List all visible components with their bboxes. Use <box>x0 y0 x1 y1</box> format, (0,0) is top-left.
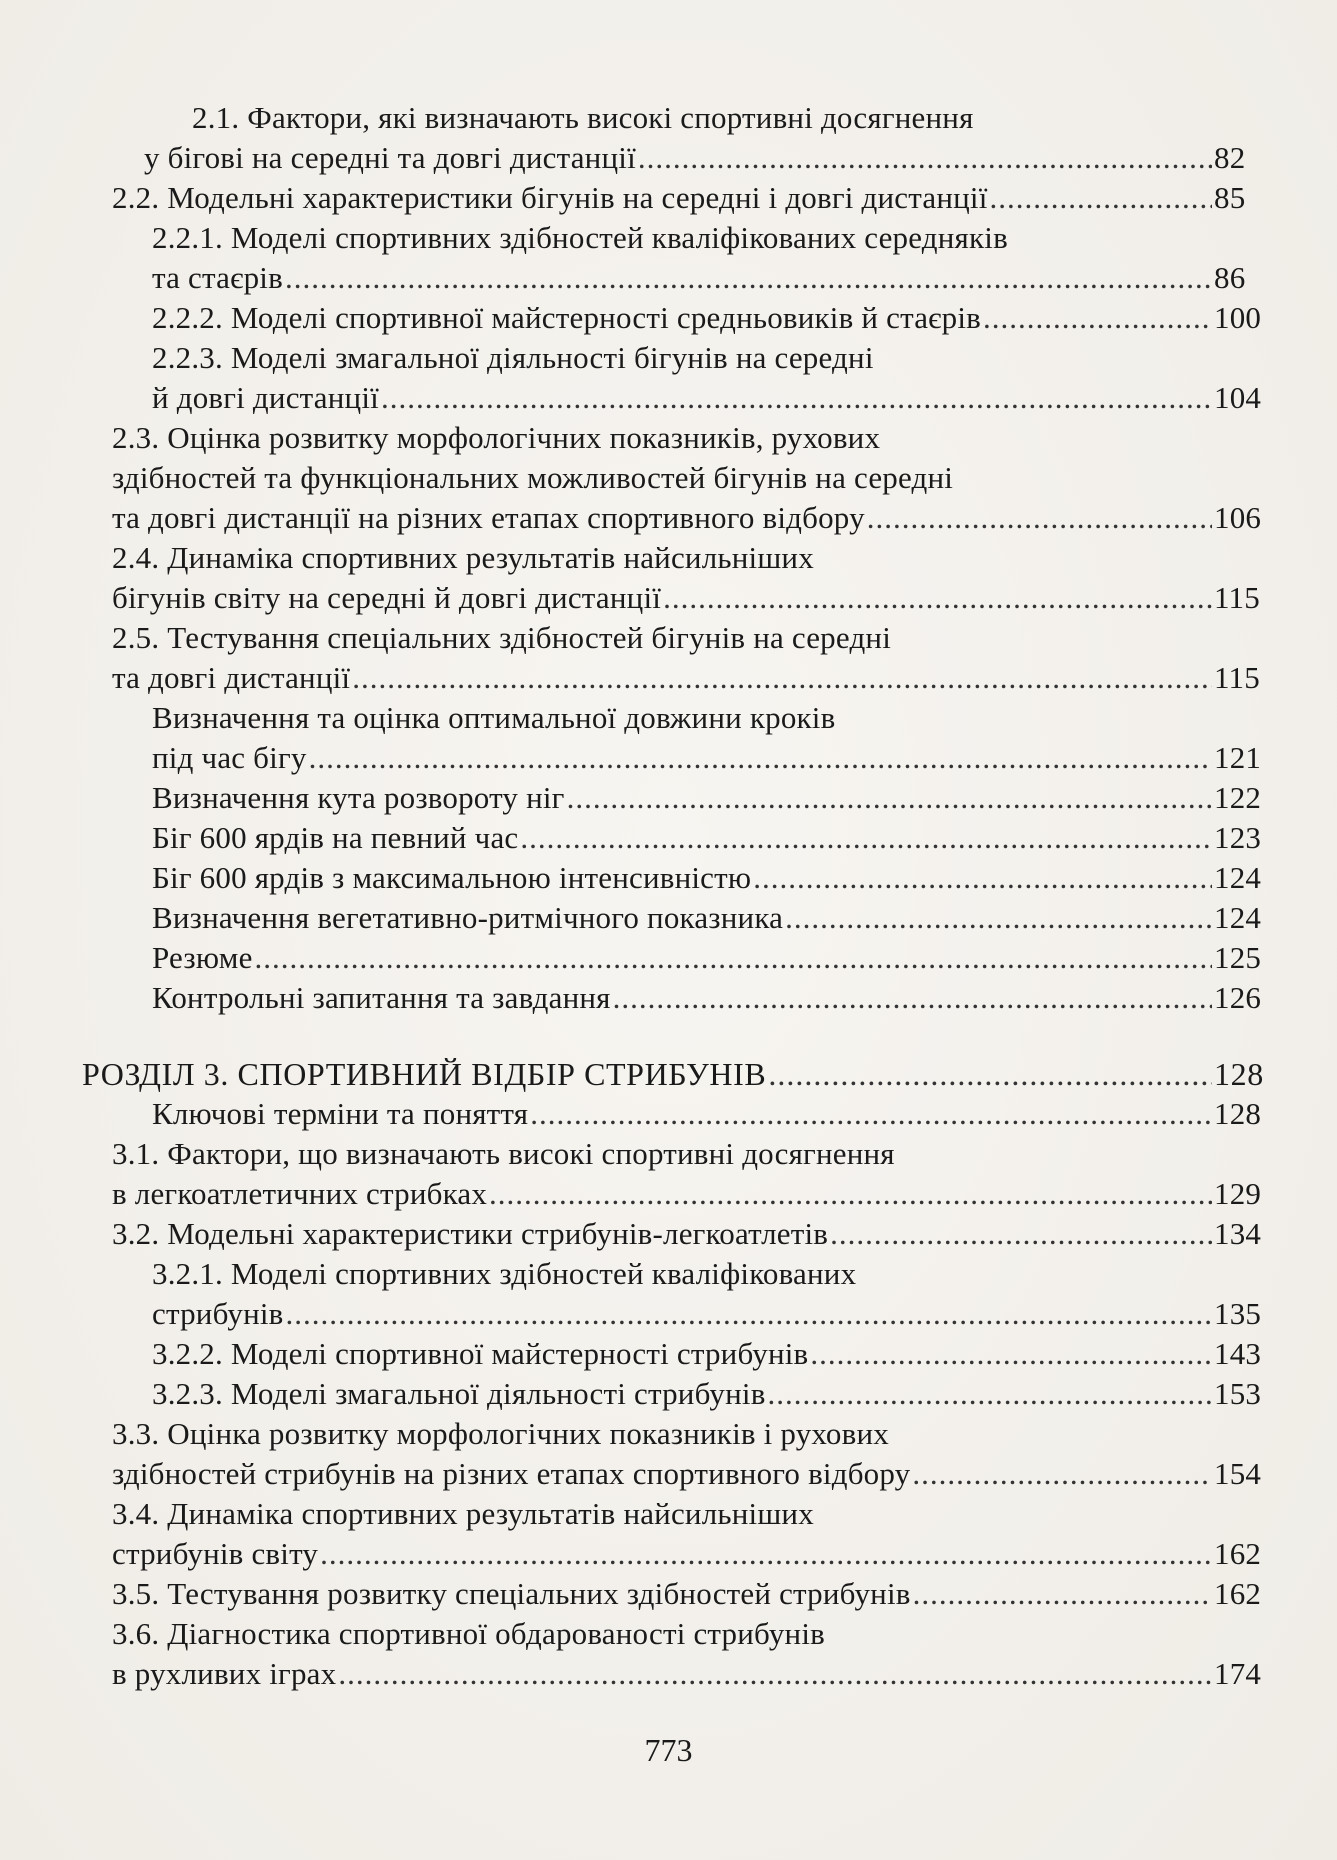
toc-entry-text: 3.2. Модельні характеристики стрибунів-легкоатлетів <box>112 1216 829 1251</box>
toc-page-number: 174 <box>1214 1656 1262 1691</box>
toc-entry[interactable] <box>112 1494 1262 1574</box>
toc-entry[interactable] <box>112 98 1246 178</box>
dot-leader <box>990 178 1212 218</box>
toc-entry-text: 3.5. Тестування розвитку спеціальних здібностей стрибунів <box>112 1576 911 1611</box>
toc-entry-text: 3.3. Оцінка розвитку морфологічних показників і рухових <box>112 1416 889 1451</box>
toc-page-number: 143 <box>1214 1336 1262 1371</box>
chapter-heading[interactable] <box>82 1054 1264 1094</box>
toc-page-number: 128 <box>1214 1056 1264 1092</box>
toc-page-number: 134 <box>1214 1216 1262 1251</box>
toc-entry[interactable] <box>112 898 1262 938</box>
toc-page-number: 154 <box>1214 1456 1262 1491</box>
toc-entry-text: в легкоатлетичних стрибках <box>112 1176 488 1211</box>
toc-entry[interactable] <box>112 778 1262 818</box>
toc-entry[interactable] <box>112 618 1260 698</box>
toc-entry-text: здібностей стрибунів на різних етапах спортивного відбору <box>112 1456 911 1491</box>
toc-page-number: 122 <box>1214 780 1262 815</box>
toc-page-number: 86 <box>1214 260 1246 295</box>
dot-leader <box>285 258 1212 298</box>
toc-page-number: 100 <box>1214 300 1262 335</box>
dot-leader <box>810 1334 1212 1374</box>
dot-leader <box>613 978 1212 1018</box>
dot-leader <box>913 1574 1212 1614</box>
toc-entry[interactable] <box>112 1414 1262 1494</box>
toc-entry[interactable] <box>112 1094 1262 1134</box>
dot-leader <box>830 1214 1212 1254</box>
toc-entry-text: й довгі дистанції <box>152 380 379 415</box>
toc-entry[interactable] <box>112 538 1260 618</box>
toc-page-number: 106 <box>1214 500 1262 535</box>
dot-leader <box>520 818 1212 858</box>
dot-leader <box>768 1374 1212 1414</box>
toc-entry-text: 2.4. Динаміка спортивних результатів найсильніших <box>112 540 814 575</box>
toc-entry-text: 3.2.3. Моделі змагальної діяльності стрибунів <box>152 1376 766 1411</box>
toc-entry-text: та стаєрів <box>152 260 283 295</box>
toc-entry[interactable] <box>112 858 1262 898</box>
toc-page-number: 162 <box>1214 1536 1262 1571</box>
toc-entry-text: 2.2. Модельні характеристики бігунів на середні і довгі дистанції <box>112 180 988 215</box>
toc-page-number: 153 <box>1214 1376 1262 1411</box>
toc-page-number: 123 <box>1214 820 1262 855</box>
toc-entry-text: 2.1. Фактори, які визначають високі спортивні досягнення <box>192 100 974 135</box>
toc-entry-text: 3.2.2. Моделі спортивної майстерності стрибунів <box>152 1336 809 1371</box>
toc-entry-text: 2.5. Тестування спеціальних здібностей бігунів на середні <box>112 620 892 655</box>
toc-entry[interactable] <box>112 218 1246 298</box>
toc-entry-text: Резюме <box>152 940 253 975</box>
toc-entry-text: здібностей та функціональних можливостей бігунів на середні <box>112 460 954 495</box>
dot-leader <box>785 898 1212 938</box>
toc-entry-text: Визначення кута розвороту ніг <box>152 780 565 815</box>
toc-entry-text: під час бігу <box>152 740 307 775</box>
dot-leader <box>912 1454 1212 1494</box>
toc-entry[interactable] <box>112 298 1262 338</box>
toc-entry[interactable] <box>112 1254 1262 1334</box>
toc-page-number: 121 <box>1214 740 1262 775</box>
toc-entry[interactable] <box>112 938 1262 978</box>
toc-entry-text: в рухливих іграх <box>112 1656 337 1691</box>
toc-entry[interactable] <box>112 1334 1262 1374</box>
toc-entry[interactable] <box>112 1614 1262 1694</box>
dot-leader <box>638 138 1212 178</box>
toc-entry-text: Біг 600 ярдів на певний час <box>152 820 519 855</box>
toc-entry-text: бігунів світу на середні й довгі дистанції <box>112 580 662 615</box>
toc-entry-text: стрибунів світу <box>112 1536 319 1571</box>
toc-page-number: 82 <box>1214 140 1246 175</box>
toc-entry-text: та довгі дистанції <box>112 660 351 695</box>
dot-leader <box>320 1534 1212 1574</box>
toc-page-number: 125 <box>1214 940 1262 975</box>
toc-entry[interactable] <box>112 178 1246 218</box>
toc-entry-text: Ключові терміни та поняття <box>152 1096 529 1131</box>
toc-entry-text: 2.2.2. Моделі спортивної майстерності средньовиків й стаєрів <box>152 300 982 335</box>
toc-entry-text: 3.2.1. Моделі спортивних здібностей кваліфікованих <box>152 1256 857 1291</box>
dot-leader <box>753 858 1212 898</box>
toc-entry-text: 3.6. Діагностика спортивної обдарованості стрибунів <box>112 1616 825 1651</box>
toc-page-number: 115 <box>1214 660 1260 695</box>
toc-entry[interactable] <box>112 338 1262 418</box>
toc-entry-text: 3.4. Динаміка спортивних результатів найсильніших <box>112 1496 814 1531</box>
toc-entry[interactable] <box>112 1134 1262 1214</box>
toc-page-number: 124 <box>1214 900 1262 935</box>
toc-entry[interactable] <box>112 698 1262 778</box>
dot-leader <box>867 498 1212 538</box>
dot-leader <box>338 1654 1212 1694</box>
page-number: 773 <box>644 1732 693 1768</box>
toc-entry-text: Контрольні запитання та завдання <box>152 980 611 1015</box>
toc-entry[interactable] <box>112 818 1262 858</box>
toc-entry[interactable] <box>112 978 1262 1018</box>
toc-entry[interactable] <box>112 1374 1262 1414</box>
toc-entry[interactable] <box>112 418 1262 538</box>
toc-page-number: 162 <box>1214 1576 1262 1611</box>
toc-entry[interactable] <box>112 1574 1262 1614</box>
dot-leader <box>983 298 1212 338</box>
dot-leader <box>286 1294 1212 1334</box>
toc-entry-text: Визначення та оцінка оптимальної довжини кроків <box>152 700 836 735</box>
dot-leader <box>530 1094 1212 1134</box>
dot-leader <box>255 938 1212 978</box>
dot-leader <box>309 738 1212 778</box>
section-gap <box>112 1018 1234 1054</box>
dot-leader <box>567 778 1212 818</box>
dot-leader <box>489 1174 1212 1214</box>
dot-leader <box>663 578 1212 618</box>
dot-leader <box>352 658 1212 698</box>
toc-entry-text: стрибунів <box>152 1296 284 1331</box>
toc-page-number: 104 <box>1214 380 1262 415</box>
toc-page-number: 126 <box>1214 980 1262 1015</box>
toc-page-number: 115 <box>1214 580 1260 615</box>
toc-page-number: 129 <box>1214 1176 1262 1211</box>
toc-entry-text: у бігові на середні та довгі дистанції <box>144 140 636 175</box>
dot-leader <box>381 378 1212 418</box>
toc-entry-text: та довгі дистанції на різних етапах спортивного відбору <box>112 500 865 535</box>
toc-entry-text: 2.2.3. Моделі змагальної діяльності бігунів на середні <box>152 340 874 375</box>
toc-entry[interactable] <box>112 1214 1262 1254</box>
toc-entry-text: Визначення вегетативно-ритмічного показника <box>152 900 784 935</box>
toc-entry-text: 2.3. Оцінка розвитку морфологічних показників, рухових <box>112 420 881 455</box>
toc-entry-text: 2.2.1. Моделі спортивних здібностей кваліфікованих середняків <box>152 220 1008 255</box>
toc-page-number: 124 <box>1214 860 1262 895</box>
toc-page-number: 85 <box>1214 180 1246 215</box>
toc-entry-text: РОЗДІЛ 3. СПОРТИВНИЙ ВІДБІР СТРИБУНІВ <box>82 1056 767 1092</box>
dot-leader <box>768 1054 1212 1094</box>
table-of-contents <box>82 98 1264 1694</box>
toc-entry-text: Біг 600 ярдів з максимальною інтенсивністю <box>152 860 752 895</box>
toc-entry-text: 3.1. Фактори, що визначають високі спортивні досягнення <box>112 1136 895 1171</box>
toc-page-number: 128 <box>1214 1096 1262 1131</box>
toc-page-number: 135 <box>1214 1296 1262 1331</box>
